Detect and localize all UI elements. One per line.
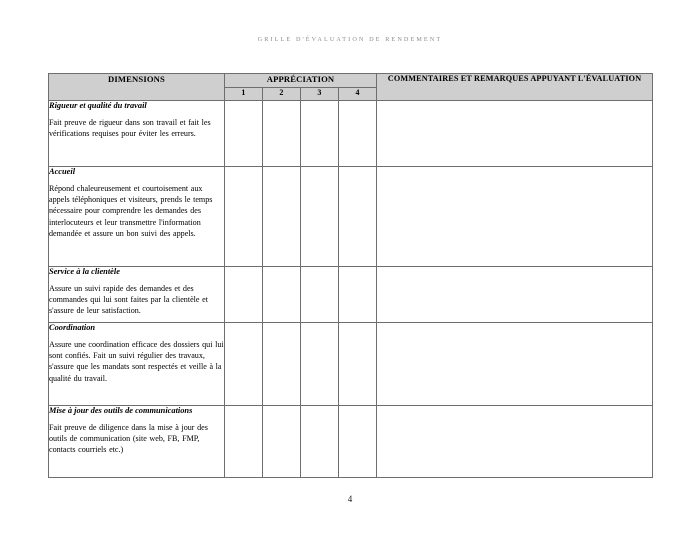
score-cell-4[interactable] — [339, 101, 377, 167]
comment-cell[interactable] — [377, 406, 653, 478]
table-row — [49, 323, 653, 406]
dimension-cell — [49, 406, 225, 478]
column-header-appreciation: APPRÉCIATION — [225, 74, 377, 88]
table-header-row-1 — [49, 74, 653, 88]
evaluation-grid-table — [48, 73, 653, 478]
dimension-title: Rigueur et qualité du travail — [49, 101, 147, 110]
dimension-cell — [49, 101, 225, 167]
dimension-description: Répond chaleureusement et courtoisement aux appels téléphoniques et visiteurs, prends le temps nécessaire pour comprendre les demandes des interlocuteurs et leur transmettre l'information demandée et assure un bon suivi des appels. — [49, 183, 213, 239]
dimension-title: Service à la clientèle — [49, 267, 120, 276]
dimension-title: Mise à jour des outils de communications — [49, 406, 193, 415]
dimension-title: Accueil — [49, 167, 76, 176]
column-header-score-2: 2 — [263, 87, 301, 101]
page-number: 4 — [347, 494, 353, 504]
score-cell-4[interactable] — [339, 267, 377, 323]
score-cell-2[interactable] — [263, 267, 301, 323]
score-cell-2[interactable] — [263, 406, 301, 478]
score-cell-3[interactable] — [301, 167, 339, 267]
score-cell-1[interactable] — [225, 101, 263, 167]
column-header-dimensions: DIMENSIONS — [49, 74, 225, 101]
score-cell-2[interactable] — [263, 101, 301, 167]
score-cell-4[interactable] — [339, 167, 377, 267]
table-row — [49, 167, 653, 267]
table-row — [49, 101, 653, 167]
column-header-score-1: 1 — [225, 87, 263, 101]
table-row — [49, 267, 653, 323]
score-cell-3[interactable] — [301, 323, 339, 406]
score-cell-2[interactable] — [263, 323, 301, 406]
dimension-description: Fait preuve de rigueur dans son travail et fait les vérifications requises pour éviter les erreurs. — [49, 117, 211, 138]
score-cell-3[interactable] — [301, 406, 339, 478]
score-cell-4[interactable] — [339, 406, 377, 478]
dimension-description: Assure un suivi rapide des demandes et des commandes qui lui sont faites par la clientèle et s'assure de leur satisfaction. — [49, 283, 208, 316]
dimension-title: Coordination — [49, 323, 96, 332]
score-cell-1[interactable] — [225, 167, 263, 267]
comment-cell[interactable] — [377, 267, 653, 323]
score-cell-1[interactable] — [225, 267, 263, 323]
comment-cell[interactable] — [377, 167, 653, 267]
score-cell-3[interactable] — [301, 267, 339, 323]
table-header — [49, 74, 653, 101]
column-header-score-3: 3 — [301, 87, 339, 101]
dimension-description: Fait preuve de diligence dans la mise à jour des outils de communication (site web, FB, FMP, contacts courriels etc.) — [49, 422, 208, 455]
score-cell-1[interactable] — [225, 406, 263, 478]
score-cell-2[interactable] — [263, 167, 301, 267]
dimension-description: Assure une coordination efficace des dossiers qui lui sont confiés. Fait un suivi régulier des travaux, s'assure que les mandats sont respectés et veille à la qualité du travail. — [49, 339, 224, 383]
dimension-cell — [49, 167, 225, 267]
dimension-cell — [49, 267, 225, 323]
table-body — [49, 101, 653, 478]
table-row — [49, 406, 653, 478]
running-header: GRILLE D'ÉVALUATION DE RENDEMENT — [257, 36, 443, 43]
dimension-cell — [49, 323, 225, 406]
score-cell-1[interactable] — [225, 323, 263, 406]
score-cell-4[interactable] — [339, 323, 377, 406]
score-cell-3[interactable] — [301, 101, 339, 167]
comment-cell[interactable] — [377, 101, 653, 167]
comment-cell[interactable] — [377, 323, 653, 406]
column-header-score-4: 4 — [339, 87, 377, 101]
column-header-comments: COMMENTAIRES ET REMARQUES APPUYANT L'ÉVALUATION — [377, 74, 653, 101]
